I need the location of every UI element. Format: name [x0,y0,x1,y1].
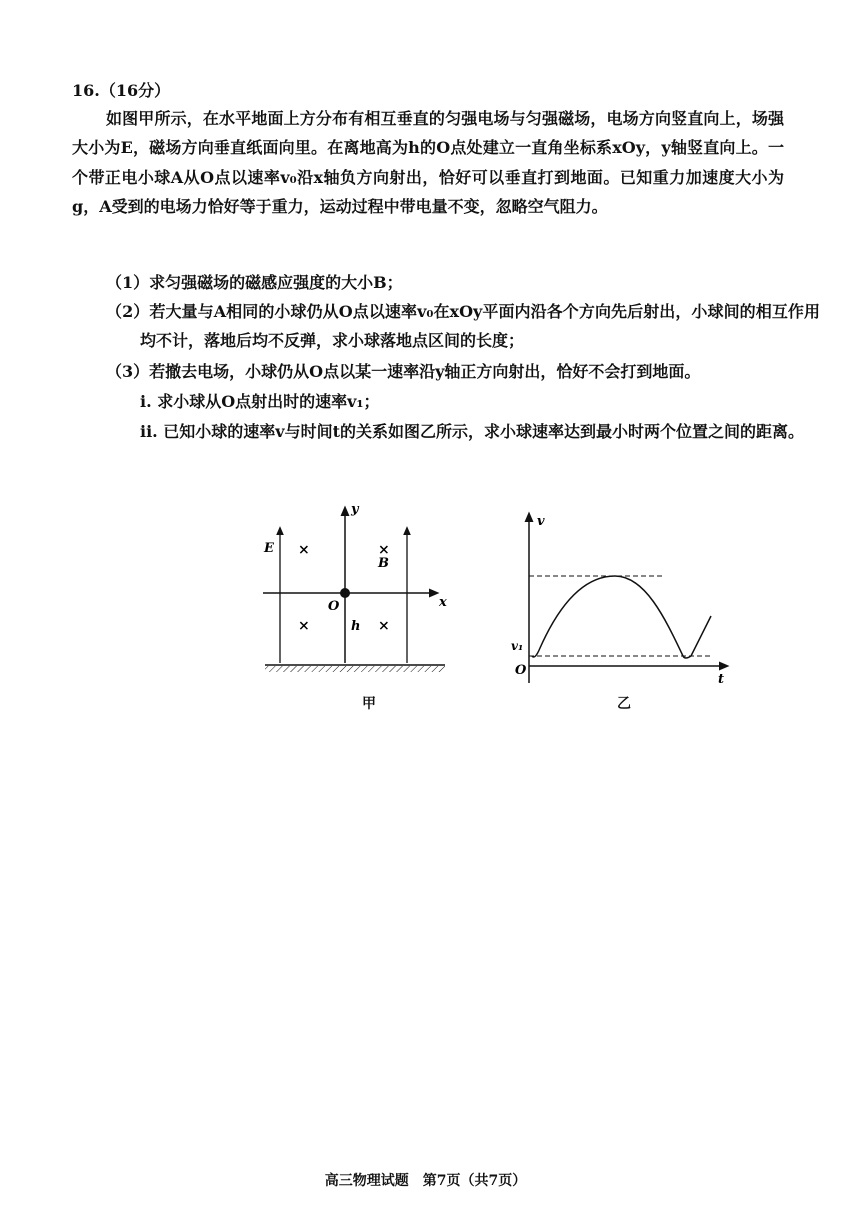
subquestion-3-i: i. 求小球从O点射出时的速率v₁； [140,392,380,411]
subquestion-3-ii: ii. 已知小球的速率v与时间t的关系如图乙所示，求小球速率达到最小时两个位置之间的距离。 [140,422,804,441]
page-footer: 高三物理试题 第7页（共7页） [324,1173,527,1189]
magnetic-cross: × [298,542,310,558]
label-x: x [439,595,447,610]
origin-point [340,588,350,598]
label-v: v [537,514,545,529]
label-t: t [718,672,725,687]
figure-yi [505,508,740,688]
figure-jia [255,495,455,685]
subquestion-3: （3）若撤去电场，小球仍从O点以某一速率沿y轴正方向射出，恰好不会打到地面。 [106,362,701,381]
figure-jia-caption: 甲 [362,696,376,712]
label-E: E [264,541,274,556]
label-B: B [378,556,389,571]
ground-hatch [265,666,445,672]
speed-curve [532,576,711,658]
label-O: O [515,663,527,678]
magnetic-cross: × [298,618,310,634]
question-number: 16.（16分） [72,81,171,100]
subquestion-2: （2）若大量与A相同的小球仍从O点以速率v₀在xOy平面内沿各个方向先后射出，小球间的相互作用均不计，落地后均不反弹，求小球落地点区间的长度； [106,302,820,351]
question-intro: 如图甲所示，在水平地面上方分布有相互垂直的匀强电场与匀强磁场，电场方向竖直向上，场强大小为E，磁场方向垂直纸面向里。在离地高为h的O点处建立一直角坐标系xOy，y轴竖直向上。一个带正电小球A从O点以速率v₀沿x轴负方向射出，恰好可以垂直打到地面。已知重力加速度大小为g，A受到的电场力恰好等于重力，运动过程中带电量不变，忽略空气阻力。 [72,109,784,216]
magnetic-cross: × [378,618,390,634]
label-h: h [351,619,361,634]
subquestion-1: （1）求匀强磁场的磁感应强度的大小B； [106,273,403,292]
label-y: y [351,502,359,517]
magnetic-cross: × [378,542,390,558]
label-v1: v₁ [511,639,524,653]
label-O: O [328,599,340,614]
figure-yi-caption: 乙 [617,696,631,712]
